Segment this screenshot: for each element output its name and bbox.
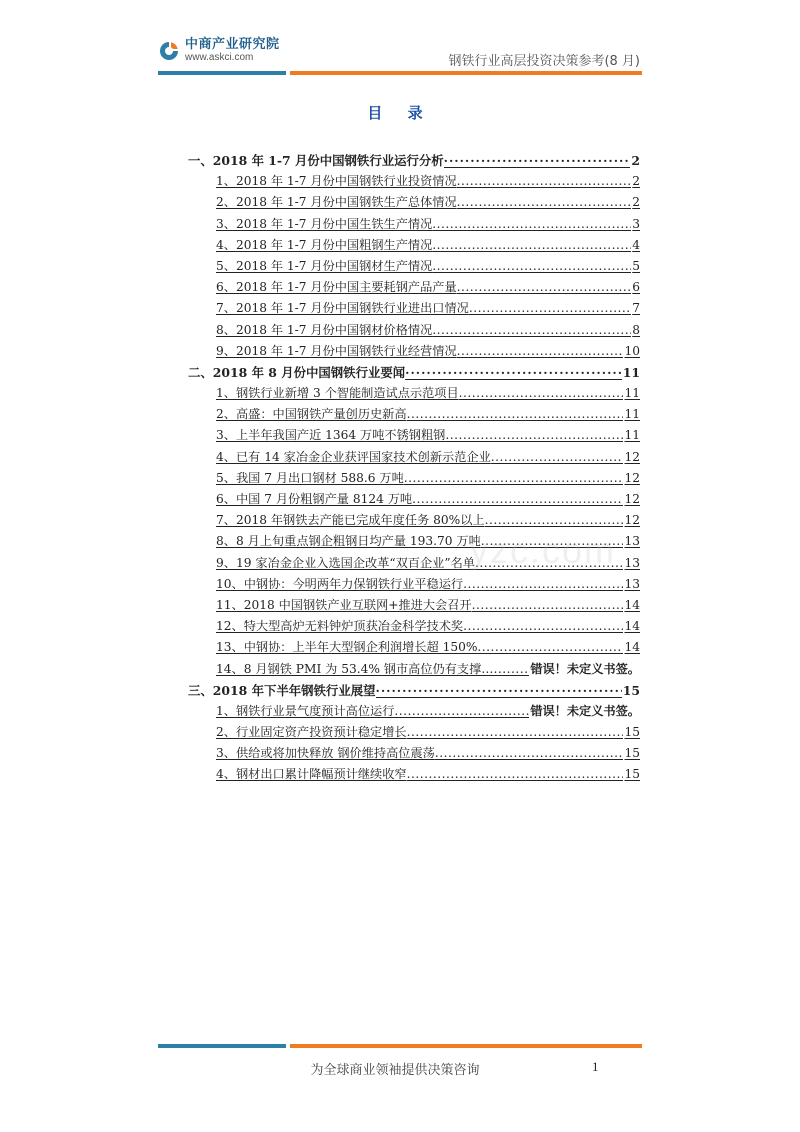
toc-entry[interactable] <box>188 256 640 277</box>
toc-entry[interactable] <box>188 277 640 298</box>
toc-leader-dots <box>457 192 632 213</box>
toc-section-entry[interactable] <box>188 150 640 171</box>
logo-name: 中商产业研究院 <box>185 37 280 52</box>
toc-section-entry[interactable] <box>188 362 640 383</box>
toc-leader-dots <box>376 680 622 701</box>
toc-entry[interactable] <box>188 341 640 362</box>
toc-entry[interactable] <box>188 637 640 658</box>
toc-leader-dots <box>493 659 529 680</box>
toc-entry-page: 14 <box>624 640 640 655</box>
toc-entry-title: 1、钢铁行业新增 3 个智能制造试点示范项目 <box>216 386 459 401</box>
toc-entry[interactable] <box>188 743 640 764</box>
toc-entry-page: 11 <box>624 386 640 401</box>
toc-entry-title: 3、供给或将加快释放 钢价维持高位震荡 <box>216 746 435 761</box>
toc-entry[interactable] <box>188 722 640 743</box>
toc-entry-page: 3 <box>632 216 640 231</box>
toc-entry[interactable] <box>188 616 640 637</box>
toc-entry-page: 12 <box>624 513 640 528</box>
toc-leader-dots <box>457 341 624 362</box>
toc-entry-title: 3、上半年我国产近 1364 万吨不锈钢粗钢 <box>216 428 446 443</box>
toc-entry-title: 1、钢铁行业景气度预计高位运行 <box>216 703 395 718</box>
toc-entry-title: 5、2018 年 1-7 月份中国钢材生产情况 <box>216 258 433 273</box>
toc-entry-page: 4 <box>632 237 640 252</box>
toc-entry-page: 15 <box>624 767 640 782</box>
toc-leader-dots <box>459 383 624 404</box>
toc-leader-dots <box>444 150 631 171</box>
logo-url: www.askci.com <box>185 52 254 63</box>
toc-entry-title: 三、2018 年下半年钢铁行业展望 <box>188 682 376 698</box>
toc-entry-title: 11、2018 中国钢铁产业互联网+推进大会召开 <box>216 597 472 612</box>
toc-leader-dots <box>394 701 529 722</box>
toc-entry[interactable] <box>188 659 640 680</box>
toc-entry[interactable] <box>188 764 640 785</box>
toc-section-entry[interactable] <box>188 680 640 701</box>
toc-entry-title: 3、2018 年 1-7 月份中国生铁生产情况 <box>216 216 433 231</box>
toc-entry[interactable] <box>188 235 640 256</box>
toc-entry-title: 4、2018 年 1-7 月份中国粗钢生产情况 <box>216 237 433 252</box>
toc-entry-title: 6、中国 7 月份粗钢产量 8124 万吨 <box>216 492 413 506</box>
toc-leader-dots <box>432 214 631 235</box>
toc-entry-title: 8、2018 年 1-7 月份中国钢材价格情况 <box>216 322 433 337</box>
toc-entry-page: 13 <box>624 576 640 591</box>
toc-leader-dots <box>407 764 624 785</box>
toc-entry-page: 5 <box>632 258 640 273</box>
toc-entry-title: 2、高盛：中国钢铁产量创历史新高 <box>216 407 407 422</box>
toc-entry-page: 12 <box>624 470 640 485</box>
toc-entry[interactable] <box>188 192 640 213</box>
toc-leader-dots <box>445 425 623 446</box>
page-header <box>0 0 800 80</box>
toc-entry-page: 15 <box>622 682 640 698</box>
company-logo <box>158 38 280 63</box>
toc-entry-page: 12 <box>624 449 640 464</box>
toc-entry-page: 11 <box>624 428 640 443</box>
toc-entry-page: 15 <box>624 746 640 761</box>
toc-entry-title: 一、2018 年 1-7 月份中国钢铁行业运行分析 <box>188 153 444 168</box>
header-rule-orange <box>290 71 642 75</box>
toc-entry-page: 12 <box>624 492 640 506</box>
toc-entry-title: 2、2018 年 1-7 月份中国钢铁生产总体情况 <box>216 195 457 210</box>
toc-leader-dots <box>472 595 624 616</box>
toc-entry[interactable] <box>188 468 640 489</box>
toc-entry-page: 11 <box>622 364 640 380</box>
toc-entry-page: 2 <box>632 195 640 210</box>
watermark: yzc.com <box>470 530 617 571</box>
toc-leader-dots <box>412 489 623 510</box>
toc-entry-page: 13 <box>624 555 640 570</box>
toc-entry-title: 4、已有 14 家冶金企业获评国家技术创新示范企业 <box>216 449 491 464</box>
toc-leader-dots <box>407 722 624 743</box>
toc-leader-dots <box>477 637 623 658</box>
toc-entry-title: 12、特大型高炉无料钟炉顶获冶金科学技术奖 <box>216 619 464 634</box>
toc-entry-page: 6 <box>632 280 640 295</box>
toc-leader-dots <box>432 320 631 341</box>
toc-leader-dots <box>485 510 624 531</box>
toc-entry-page: 14 <box>624 597 640 612</box>
toc-entry-title: 2、行业固定资产投资预计稳定增长 <box>216 725 407 740</box>
toc-entry[interactable] <box>188 383 640 404</box>
toc-entry-page: 7 <box>632 301 640 316</box>
toc-leader-dots <box>432 256 631 277</box>
toc-entry[interactable] <box>188 574 640 595</box>
toc-entry-page: 2 <box>632 174 640 189</box>
toc-leader-dots <box>404 468 624 489</box>
toc-entry-title: 二、2018 年 8 月份中国钢铁行业要闻 <box>188 364 406 380</box>
toc-entry-title: 9、19 家冶金企业入选国企改革“双百企业”名单 <box>216 555 475 570</box>
toc-entry-title: 10、中钢协：今明两年力保钢铁行业平稳运行 <box>216 576 464 591</box>
toc-leader-dots <box>432 235 631 256</box>
page-number: 1 <box>592 1059 599 1074</box>
toc-entry[interactable] <box>188 701 640 722</box>
footer-slogan: 为全球商业领袖提供决策咨询 <box>310 1063 480 1078</box>
toc-entry-page: 14 <box>624 619 640 634</box>
toc-leader-dots <box>457 277 632 298</box>
toc-entry-title: 7、2018 年钢铁去产能已完成年度任务 80%以上 <box>216 513 485 528</box>
toc-entry[interactable] <box>188 447 640 468</box>
table-of-contents <box>188 150 640 786</box>
toc-entry-page: 2 <box>631 153 640 168</box>
toc-entry-page: 11 <box>624 407 640 422</box>
toc-entry[interactable] <box>188 510 640 531</box>
footer-rule-orange <box>290 1044 642 1048</box>
logo-icon <box>158 40 180 62</box>
toc-entry-title: 14、8 月钢铁 PMI 为 53.4% 钢市高位仍有支撑… <box>216 661 494 676</box>
toc-entry[interactable] <box>188 171 640 192</box>
toc-entry[interactable] <box>188 404 640 425</box>
toc-leader-dots <box>457 171 632 192</box>
toc-leader-dots <box>469 298 631 319</box>
toc-entry-title: 4、钢材出口累计降幅预计继续收窄 <box>216 767 407 782</box>
toc-entry-title: 1、2018 年 1-7 月份中国钢铁行业投资情况 <box>216 174 457 189</box>
toc-entry[interactable] <box>188 595 640 616</box>
toc-entry-title: 6、2018 年 1-7 月份中国主要耗钢产品产量 <box>216 280 457 295</box>
toc-entry-page: 8 <box>632 322 640 337</box>
toc-entry-title: 9、2018 年 1-7 月份中国钢铁行业经营情况 <box>216 343 457 358</box>
toc-entry-page: 错误！未定义书签。 <box>530 703 640 718</box>
toc-entry-title: 7、2018 年 1-7 月份中国钢铁行业进出口情况 <box>216 301 469 316</box>
toc-entry[interactable] <box>188 489 640 510</box>
toc-leader-dots <box>405 362 622 383</box>
toc-leader-dots <box>407 404 624 425</box>
toc-entry[interactable] <box>188 298 640 319</box>
toc-entry-page: 错误！未定义书签。 <box>530 661 640 676</box>
toc-entry[interactable] <box>188 425 640 446</box>
toc-leader-dots <box>435 743 624 764</box>
toc-entry[interactable] <box>188 320 640 341</box>
toc-entry[interactable] <box>188 214 640 235</box>
toc-entry-title: 13、中钢协：上半年大型钢企利润增长超 150% <box>216 640 478 655</box>
toc-heading: 目 录 <box>367 104 433 122</box>
document-title: 钢铁行业高层投资决策参考(8 月) <box>448 54 640 69</box>
toc-entry-page: 13 <box>624 534 640 549</box>
toc-entry-page: 15 <box>624 725 640 740</box>
toc-leader-dots <box>491 447 624 468</box>
footer-rule-blue <box>158 1044 286 1048</box>
toc-entry-title: 8、8 月上旬重点钢企粗钢日均产量 193.70 万吨 <box>216 534 481 549</box>
header-rule-blue <box>158 71 286 75</box>
toc-leader-dots <box>463 574 623 595</box>
toc-leader-dots <box>463 616 623 637</box>
toc-entry-title: 5、我国 7 月出口钢材 588.6 万吨 <box>216 470 404 485</box>
toc-entry-page: 10 <box>624 343 640 358</box>
